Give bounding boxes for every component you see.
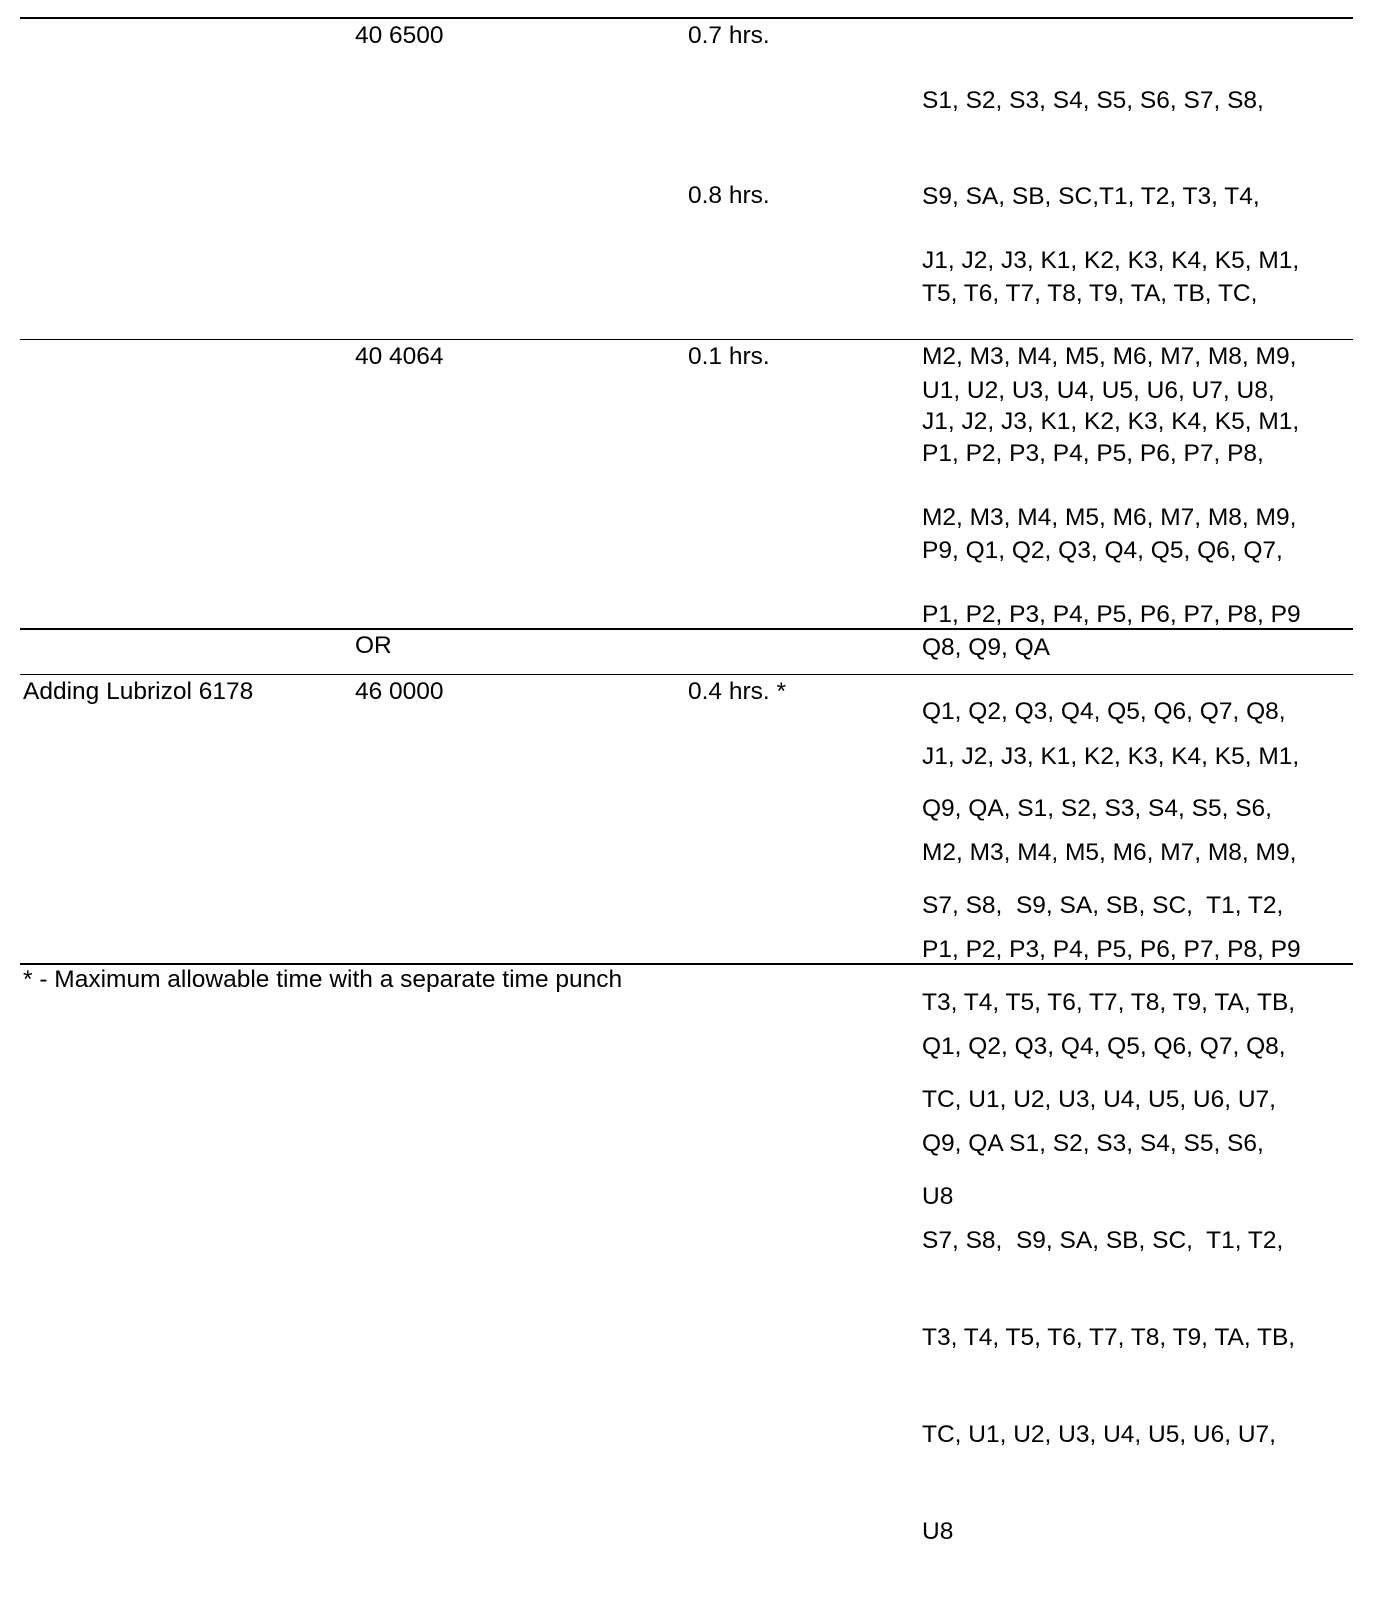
model-codes-line: TC, U1, U2, U3, U4, U5, U6, U7,: [922, 1085, 1276, 1113]
model-codes-line: Q8, Q9, QA: [922, 634, 1050, 662]
model-codes-line: S7, S8, S9, SA, SB, SC, T1, T2,: [922, 1227, 1284, 1255]
model-codes-line: Q9, QA, S1, S2, S3, S4, S5, S6,: [922, 795, 1272, 823]
model-codes-line: P1, P2, P3, P4, P5, P6, P7, P8, P9: [922, 936, 1301, 964]
labor-time: 0.7 hrs.: [688, 22, 770, 49]
footnote: * - Maximum allowable time with a separate time punch: [23, 966, 623, 993]
operation-description: Adding Lubrizol 6178: [23, 678, 254, 705]
model-codes-line: U8: [922, 1182, 954, 1210]
model-codes-line: TC, U1, U2, U3, U4, U5, U6, U7,: [922, 1420, 1276, 1448]
labor-time: 0.4 hrs. *: [688, 678, 787, 705]
operation-number: 46 0000: [355, 678, 444, 705]
model-codes-line: Q1, Q2, Q3, Q4, Q5, Q6, Q7, Q8,: [922, 698, 1286, 726]
model-codes-line: J1, J2, J3, K1, K2, K3, K4, K5, M1,: [922, 407, 1300, 435]
labor-time: 0.1 hrs.: [688, 343, 770, 370]
table-row-divider: [20, 339, 1353, 340]
model-codes-line: P1, P2, P3, P4, P5, P6, P7, P8,: [922, 440, 1264, 468]
model-codes-list: [922, 676, 1301, 1613]
model-codes-line: S7, S8, S9, SA, SB, SC, T1, T2,: [922, 892, 1284, 920]
or-separator-label: OR: [355, 632, 392, 659]
model-codes-line: U1, U2, U3, U4, U5, U6, U7, U8,: [922, 377, 1275, 405]
model-codes-line: M2, M3, M4, M5, M6, M7, M8, M9,: [922, 839, 1297, 867]
model-codes-line: M2, M3, M4, M5, M6, M7, M8, M9,: [922, 343, 1297, 371]
table-rule-top: [20, 17, 1353, 19]
table-row-divider: [20, 628, 1353, 630]
model-codes-line: S9, SA, SB, SC,T1, T2, T3, T4,: [922, 183, 1260, 211]
model-codes-line: T5, T6, T7, T8, T9, TA, TB, TC,: [922, 280, 1258, 308]
operation-number: 40 6500: [355, 22, 444, 49]
model-codes-line: J1, J2, J3, K1, K2, K3, K4, K5, M1,: [922, 246, 1300, 274]
model-codes-line: M2, M3, M4, M5, M6, M7, M8, M9,: [922, 504, 1297, 532]
model-codes-line: S1, S2, S3, S4, S5, S6, S7, S8,: [922, 86, 1264, 114]
model-codes-line: U8: [922, 1517, 954, 1545]
model-codes-line: T3, T4, T5, T6, T7, T8, T9, TA, TB,: [922, 1323, 1296, 1351]
model-codes-line: T3, T4, T5, T6, T7, T8, T9, TA, TB,: [922, 988, 1296, 1016]
operation-number: 40 4064: [355, 343, 444, 370]
model-codes-line: Q9, QA S1, S2, S3, S4, S5, S6,: [922, 1130, 1264, 1158]
model-codes-line: P9, Q1, Q2, Q3, Q4, Q5, Q6, Q7,: [922, 537, 1283, 565]
model-codes-line: P1, P2, P3, P4, P5, P6, P7, P8, P9: [922, 601, 1301, 629]
labor-time: 0.8 hrs.: [688, 182, 770, 209]
model-codes-line: Q1, Q2, Q3, Q4, Q5, Q6, Q7, Q8,: [922, 1033, 1286, 1061]
model-codes-line: J1, J2, J3, K1, K2, K3, K4, K5, M1,: [922, 742, 1300, 770]
table-row-divider: [20, 674, 1353, 675]
